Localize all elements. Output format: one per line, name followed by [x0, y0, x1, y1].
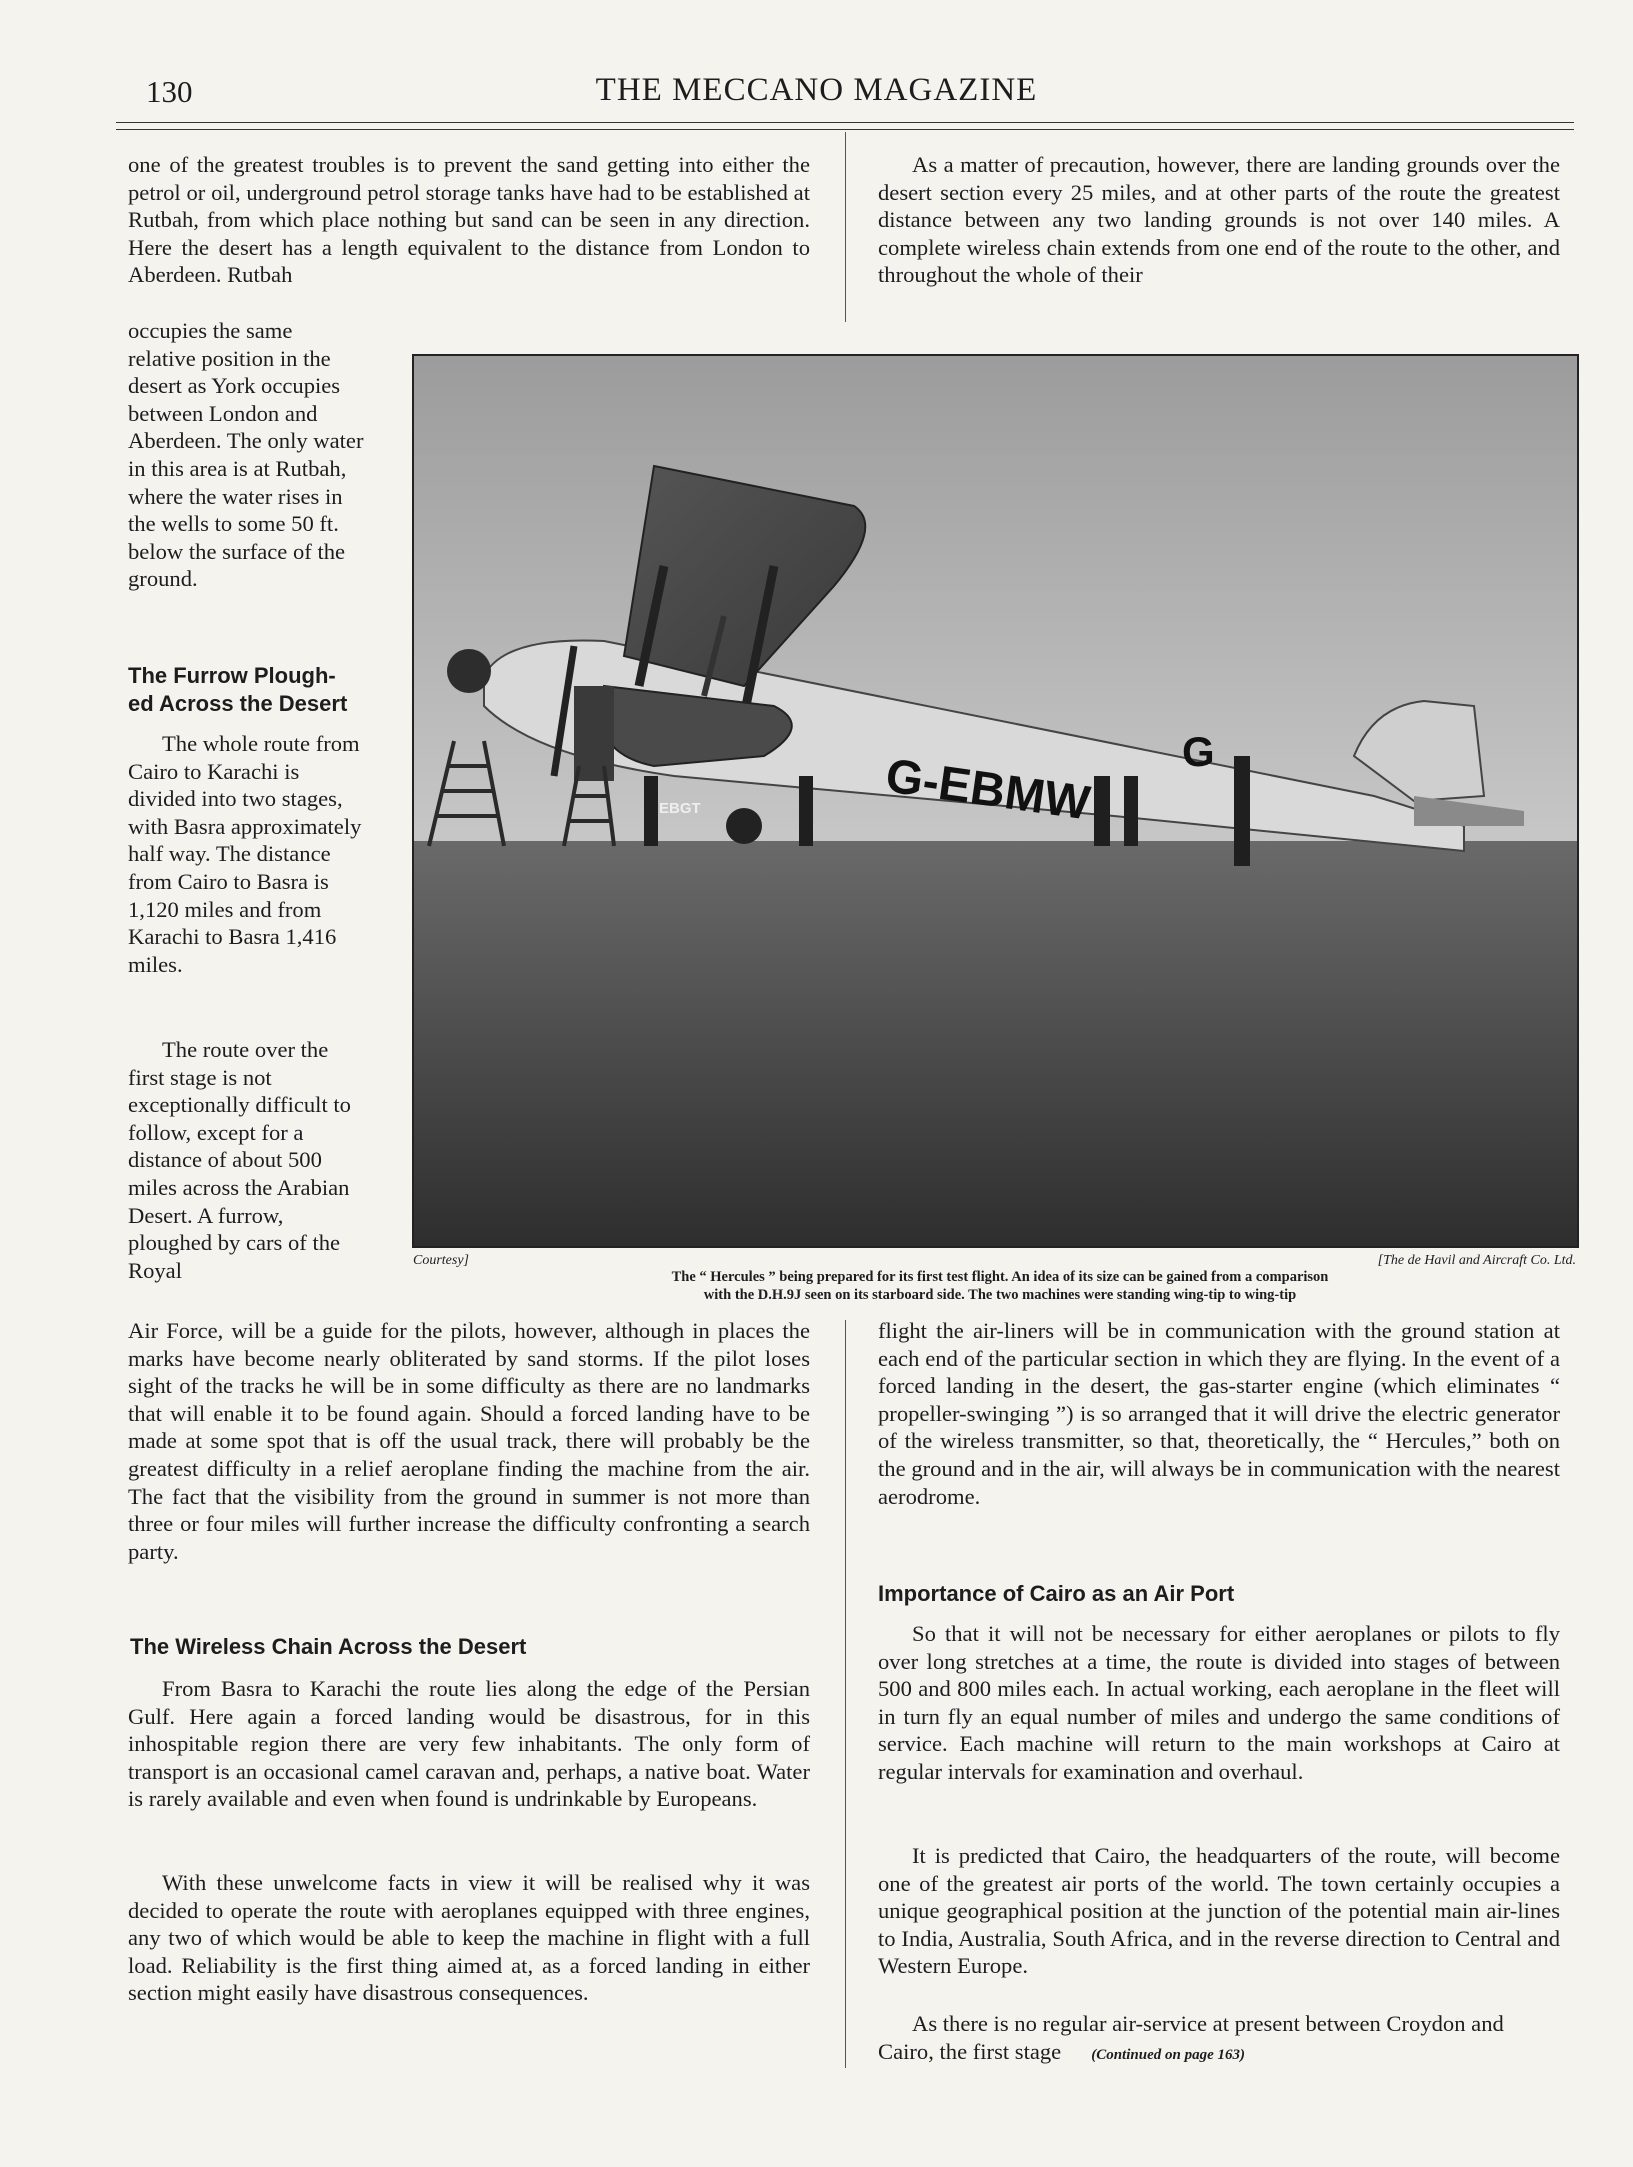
- heading-furrow-line1: The Furrow Plough-: [128, 663, 336, 688]
- paragraph-left-narrow: occupies the same relative position in the desert as York occupies between London and Aberdeen. The only water in this area is at Rutbah, where the water rises in the wells to some 50 ft. below the surface of the ground.: [128, 318, 364, 592]
- second-registration-marking: EBGT: [659, 800, 701, 817]
- page-number: 130: [146, 74, 193, 109]
- airfield-ground: [414, 841, 1577, 1246]
- paragraph-cairo-3: [878, 2010, 1560, 2069]
- paragraph-right-top-text: As a matter of precaution, however, there are landing grounds over the desert section every 25 miles, and at other parts of the route the greatest distance between any two landing grounds is not over 140 miles. A complete wireless chain extends from one end of the route to the other, and throughout the whole of their: [878, 152, 1560, 288]
- column-divider: [845, 132, 846, 322]
- paragraph-cairo-3-text: As there is no regular air-service at present between Croydon and Cairo, the first stage: [878, 2011, 1504, 2064]
- paragraph-wireless-2: [128, 1869, 810, 2007]
- heading-cairo: Importance of Cairo as an Air Port: [878, 1581, 1235, 1606]
- paragraph-right-bottom: flight the air-liners will be in communication with the ground station at each end of the particular section in which they are flying. In the event of a forced landing in the desert, the gas-starter engine (which eliminates “ propeller-swinging ”) is so arranged that it will drive the electric generator of the wireless transmitter, so that, theoretically, the “ Hercules,” both on the ground and in the air, will always be in communication with the nearest aerodrome.: [878, 1318, 1560, 1509]
- paragraph-wireless-1-text: From Basra to Karachi the route lies along the edge of the Persian Gulf. Here again a forced landing would be disastrous, for in this inhospitable region there are very few inhabitants. The only form of transport is an occasional camel caravan and, perhaps, a native boat. Water is rarely available and even when found is undrinkable by Europeans.: [128, 1676, 810, 1812]
- column-divider: [845, 1320, 846, 2068]
- paragraph-wireless-1: [128, 1675, 810, 1813]
- aircraft-photo: [412, 354, 1579, 1248]
- aircraft-illustration: [414, 356, 1577, 1246]
- paragraph-furrow-2: [128, 1036, 364, 1284]
- paragraph-furrow-2-text: The route over the first stage is not exceptionally difficult to follow, except for a distance of about 500 miles across the Arabian Desert. A furrow, ploughed by cars of the Royal: [128, 1037, 351, 1283]
- photo-credit-left: Courtesy]: [413, 1253, 469, 1268]
- photo-credit-right: [The de Havil and Aircraft Co. Ltd.: [1377, 1253, 1576, 1268]
- paragraph-furrow-2-cont: Air Force, will be a guide for the pilots, however, although in places the marks have become nearly obliterated by sand storms. If the pilot loses sight of the tracks he will be in some difficulty as there are no landmarks that will enable it to be found again. Should a forced landing have to be made at some spot that is off the usual track, there will probably be the greatest difficulty in a relief aeroplane finding the machine from the air. The fact that the visibility from the ground in summer is not more than three or four miles will further increase the difficulty confronting a search party.: [128, 1318, 810, 1564]
- magazine-title: THE MECCANO MAGAZINE: [595, 72, 1038, 108]
- registration-marking: G-EBMW: [882, 749, 1094, 831]
- engine-nose: [447, 649, 491, 693]
- photo-caption: [500, 1268, 1500, 1304]
- continued-note: (Continued on page 163): [1091, 2046, 1245, 2063]
- heading-wireless: The Wireless Chain Across the Desert: [130, 1634, 527, 1659]
- paragraph-cairo-2-text: It is predicted that Cairo, the headquarters of the route, will become one of the greatest air ports of the world. The town certainly occupies a unique geographical position at the junction of the potential main air-lines to India, Australia, South Africa, and in the reverse direction to Central and Western Europe.: [878, 1843, 1560, 1979]
- paragraph-cairo-1: [878, 1620, 1560, 1786]
- paragraph-cairo-1-text: So that it will not be necessary for either aeroplanes or pilots to fly over long stretches at a time, the route is divided into stages of between 500 and 800 miles each. In actual working, each aeroplane in the fleet will in turn fly an equal number of miles and undergo the same conditions of service. Each machine will return to the main workshops at Cairo at regular intervals for examination and overhaul.: [878, 1621, 1560, 1784]
- tail-letter-marking: G: [1182, 728, 1215, 775]
- heading-furrow-line2: ed Across the Desert: [128, 691, 348, 716]
- paragraph-cairo-2: [878, 1842, 1560, 1980]
- paragraph-right-top: [878, 151, 1560, 289]
- paragraph-furrow-1: [128, 730, 364, 978]
- paragraph-left-top: one of the greatest troubles is to prevent the sand getting into either the petrol or oil, underground petrol storage tanks have had to be established at Rutbah, from which place nothing but sand can be seen in any direction. Here the desert has a length equivalent to the distance from London to Aberdeen. Rutbah: [128, 152, 810, 288]
- caption-line-1: The “ Hercules ” being prepared for its first test flight. An idea of its size can be gained from a comparison: [671, 1269, 1329, 1285]
- caption-line-2: with the D.H.9J seen on its starboard side. The two machines were standing wing-tip to wing-tip: [703, 1287, 1297, 1303]
- paragraph-furrow-1-text: The whole route from Cairo to Karachi is divided into two stages, with Basra approximately half way. The distance from Cairo to Basra is 1,120 miles and from Karachi to Basra 1,416 miles.: [128, 731, 362, 977]
- header-rule: [116, 122, 1574, 123]
- header-rule: [116, 129, 1574, 130]
- paragraph-wireless-2-text: With these unwelcome facts in view it will be realised why it was decided to operate the route with aeroplanes equipped with three engines, any two of which would be able to keep the machine in flight with a full load. Reliability is the first thing aimed at, as a forced landing in either section might easily have disastrous consequences.: [128, 1870, 810, 2006]
- wheel: [726, 808, 762, 844]
